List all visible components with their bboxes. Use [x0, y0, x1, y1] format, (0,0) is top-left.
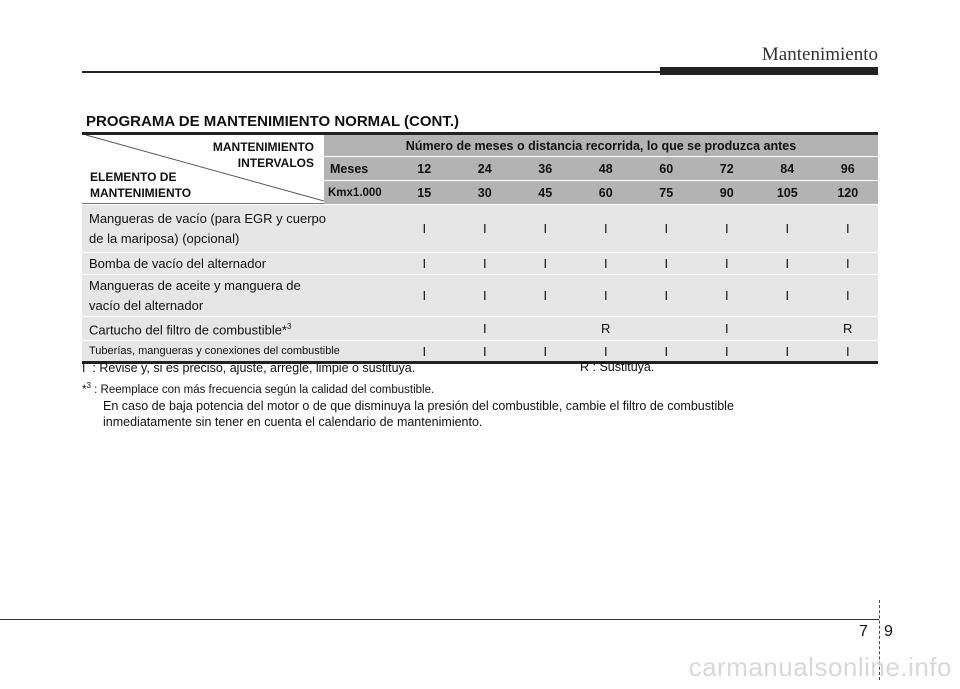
corner-bottom-line-2: MANTENIMIENTO: [90, 186, 192, 201]
footnote-text: : Reemplace con más frecuencia según la calidad del combustible.: [90, 383, 435, 396]
row-value: I: [818, 275, 879, 317]
footnote-line-1: [82, 378, 734, 398]
km-header: 120: [818, 181, 879, 205]
month-header: 36: [515, 157, 576, 181]
row-value: I: [515, 275, 576, 317]
row-value: I: [515, 341, 576, 363]
row-value: I: [576, 275, 637, 317]
row-label: [82, 275, 394, 317]
month-header: 72: [697, 157, 758, 181]
row-value: I: [818, 253, 879, 275]
table-row: [82, 205, 878, 253]
row-value: I: [697, 205, 758, 253]
km-label: Kmx1.000: [324, 181, 394, 205]
row-value: I: [455, 205, 516, 253]
row-value: I: [757, 275, 818, 317]
row-label-text: Cartucho del filtro de combustible*: [89, 322, 287, 338]
row-label-line: vacío del alternador: [89, 297, 204, 313]
footnote-line-2: En caso de baja potencia del motor o de que disminuya la presión del combustible, cambie el filtro de combustible: [103, 398, 734, 413]
table-row: [82, 275, 878, 317]
legend-replace: R : Sustituya.: [580, 360, 655, 374]
corner-top-label: [213, 139, 314, 171]
row-value: I: [576, 205, 637, 253]
month-header: 12: [394, 157, 455, 181]
row-label-line: Mangueras de aceite y manguera de: [89, 277, 301, 293]
header-rule-thick: [660, 67, 878, 75]
row-value: [394, 317, 455, 341]
row-label: [82, 317, 394, 341]
row-label-line: de la mariposa) (opcional): [89, 230, 240, 246]
row-value: I: [515, 205, 576, 253]
corner-bottom-label: [90, 169, 191, 201]
table-row: [82, 253, 878, 275]
month-header: 84: [757, 157, 818, 181]
km-header: 60: [576, 181, 637, 205]
row-value: I: [394, 341, 455, 363]
row-value: I: [455, 253, 516, 275]
legend-inspect: I : Revise y, si es preciso, ajuste, arregle, limpie o sustituya.: [82, 361, 416, 375]
km-header: 45: [515, 181, 576, 205]
header-rule: [82, 71, 660, 73]
row-value: I: [394, 275, 455, 317]
row-value: I: [455, 317, 516, 341]
row-value: I: [757, 205, 818, 253]
page-number: 9: [884, 623, 893, 640]
row-label-line: Mangueras de vacío (para EGR y cuerpo: [89, 210, 327, 226]
row-value: I: [394, 253, 455, 275]
footnote-superscript: 3: [287, 322, 292, 331]
chapter-number: 7: [859, 623, 868, 640]
month-header: 96: [818, 157, 879, 181]
row-label: Bomba de vacío del alternador: [82, 253, 394, 275]
km-header: 105: [757, 181, 818, 205]
footnote-sup: 3: [86, 381, 91, 390]
row-value: I: [455, 341, 516, 363]
row-value: [636, 317, 697, 341]
row-value: I: [394, 205, 455, 253]
corner-bottom-line-1: ELEMENTO DE: [90, 170, 177, 185]
row-value: I: [515, 253, 576, 275]
running-header: Mantenimiento: [761, 44, 878, 65]
month-header: 60: [636, 157, 697, 181]
km-header: 30: [455, 181, 516, 205]
row-value: I: [576, 253, 637, 275]
row-value: R: [576, 317, 637, 341]
footnote-line-3: inmediatamente sin tener en cuenta el calendario de mantenimiento.: [103, 414, 483, 429]
maintenance-table: [82, 132, 878, 364]
month-header: 24: [455, 157, 516, 181]
row-value: I: [757, 341, 818, 363]
watermark: carmanualsonline.info: [688, 652, 952, 682]
row-value: [515, 317, 576, 341]
row-value: I: [636, 341, 697, 363]
row-value: I: [455, 275, 516, 317]
row-value: R: [818, 317, 879, 341]
row-value: I: [636, 253, 697, 275]
row-value: I: [757, 253, 818, 275]
row-label: [82, 205, 394, 253]
section-title: PROGRAMA DE MANTENIMIENTO NORMAL (CONT.): [86, 113, 460, 130]
table-row: [82, 317, 878, 341]
row-value: I: [818, 205, 879, 253]
row-value: I: [697, 341, 758, 363]
km-header: 75: [636, 181, 697, 205]
row-value: [757, 317, 818, 341]
km-header: 90: [697, 181, 758, 205]
row-value: I: [576, 341, 637, 363]
km-header: 15: [394, 181, 455, 205]
corner-top-line-2: INTERVALOS: [237, 156, 314, 171]
row-value: I: [697, 253, 758, 275]
row-value: I: [697, 317, 758, 341]
month-header: 48: [576, 157, 637, 181]
footnote-mark: *: [82, 383, 87, 396]
row-label: Tuberías, mangueras y conexiones del combustible: [82, 341, 394, 363]
span-header: Número de meses o distancia recorrida, lo que se produzca antes: [324, 134, 878, 157]
row-value: I: [636, 275, 697, 317]
row-value: I: [636, 205, 697, 253]
corner-top-line-1: MANTENIMIENTO: [212, 140, 314, 155]
row-value: I: [697, 275, 758, 317]
row-value: I: [818, 341, 879, 363]
table-corner-cell: [82, 134, 324, 205]
footer-rule: [0, 619, 879, 620]
months-label: Meses: [324, 157, 394, 181]
